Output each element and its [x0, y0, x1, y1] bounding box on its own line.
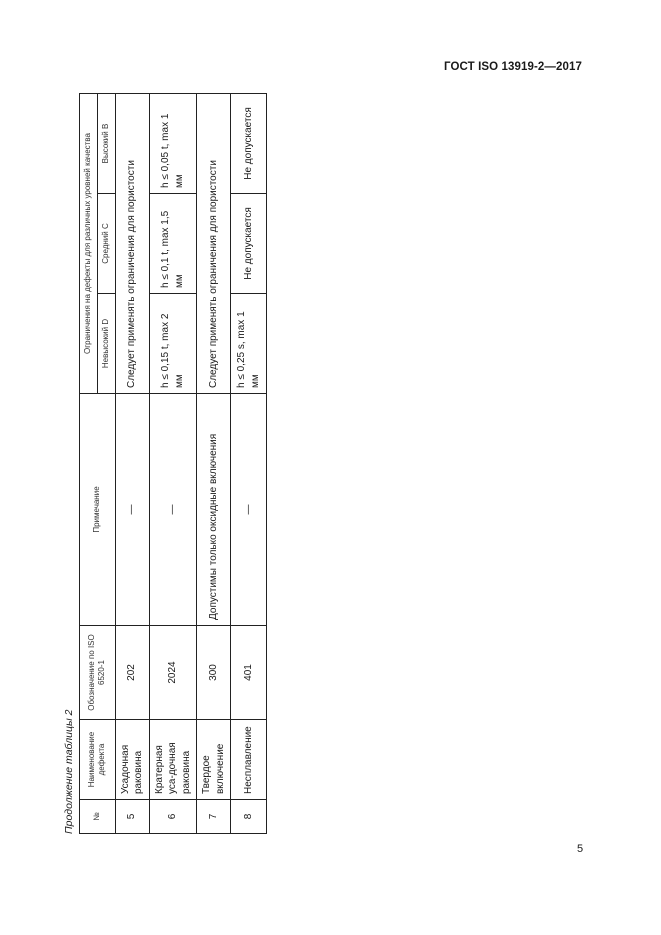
document-header-title: ГОСТ ISO 13919-2—2017	[444, 61, 582, 73]
row-name: Кратерная уса-дочная раковина	[149, 720, 197, 800]
defects-table	[79, 93, 267, 834]
header-level-c: Средний C	[97, 194, 115, 294]
table-caption: Продолжение таблицы 2	[63, 709, 75, 834]
row-name: Несплавление	[231, 720, 267, 800]
row-note: —	[231, 394, 267, 626]
table-row	[115, 94, 149, 834]
header-designation: Обозначение по ISO 6520-1	[80, 626, 116, 720]
row-limit-b: h ≤ 0,05 t, max 1 мм	[149, 94, 197, 194]
row-num: 5	[115, 800, 149, 834]
rotated-table-block	[63, 94, 261, 834]
row-name: Твердое включение	[197, 720, 231, 800]
header-note: Примечание	[80, 394, 116, 626]
table-header-row	[80, 94, 98, 834]
row-designation: 401	[231, 626, 267, 720]
row-designation: 202	[115, 626, 149, 720]
header-level-b: Высокий B	[97, 94, 115, 194]
header-level-d: Невысокий D	[97, 294, 115, 394]
table-row	[197, 94, 231, 834]
row-num: 8	[231, 800, 267, 834]
page-number: 5	[577, 843, 584, 855]
row-limit-c: h ≤ 0,1 t, max 1,5 мм	[149, 194, 197, 294]
table-row	[231, 94, 267, 834]
row-note: —	[149, 394, 197, 626]
row-designation: 300	[197, 626, 231, 720]
row-limit-d: h ≤ 0,25 s, max 1 мм	[231, 294, 267, 394]
row-designation: 2024	[149, 626, 197, 720]
row-num: 6	[149, 800, 197, 834]
row-limits-merged: Следует применять ограничения для пористости	[115, 94, 149, 394]
header-num: №	[80, 800, 116, 834]
row-limit-b: Не допускается	[231, 94, 267, 194]
row-note: Допустимы только оксидные включения	[197, 394, 231, 626]
table-row	[149, 94, 197, 834]
row-num: 7	[197, 800, 231, 834]
row-note: —	[115, 394, 149, 626]
row-limit-d: h ≤ 0,15 t, max 2 мм	[149, 294, 197, 394]
row-name: Усадочная раковина	[115, 720, 149, 800]
row-limits-merged: Следует применять ограничения для пористости	[197, 94, 231, 394]
row-limit-c: Не допускается	[231, 194, 267, 294]
header-limits-group: Ограничения на дефекты для различных уровней качества	[80, 94, 98, 394]
header-name: Наименование дефекта	[80, 720, 116, 800]
